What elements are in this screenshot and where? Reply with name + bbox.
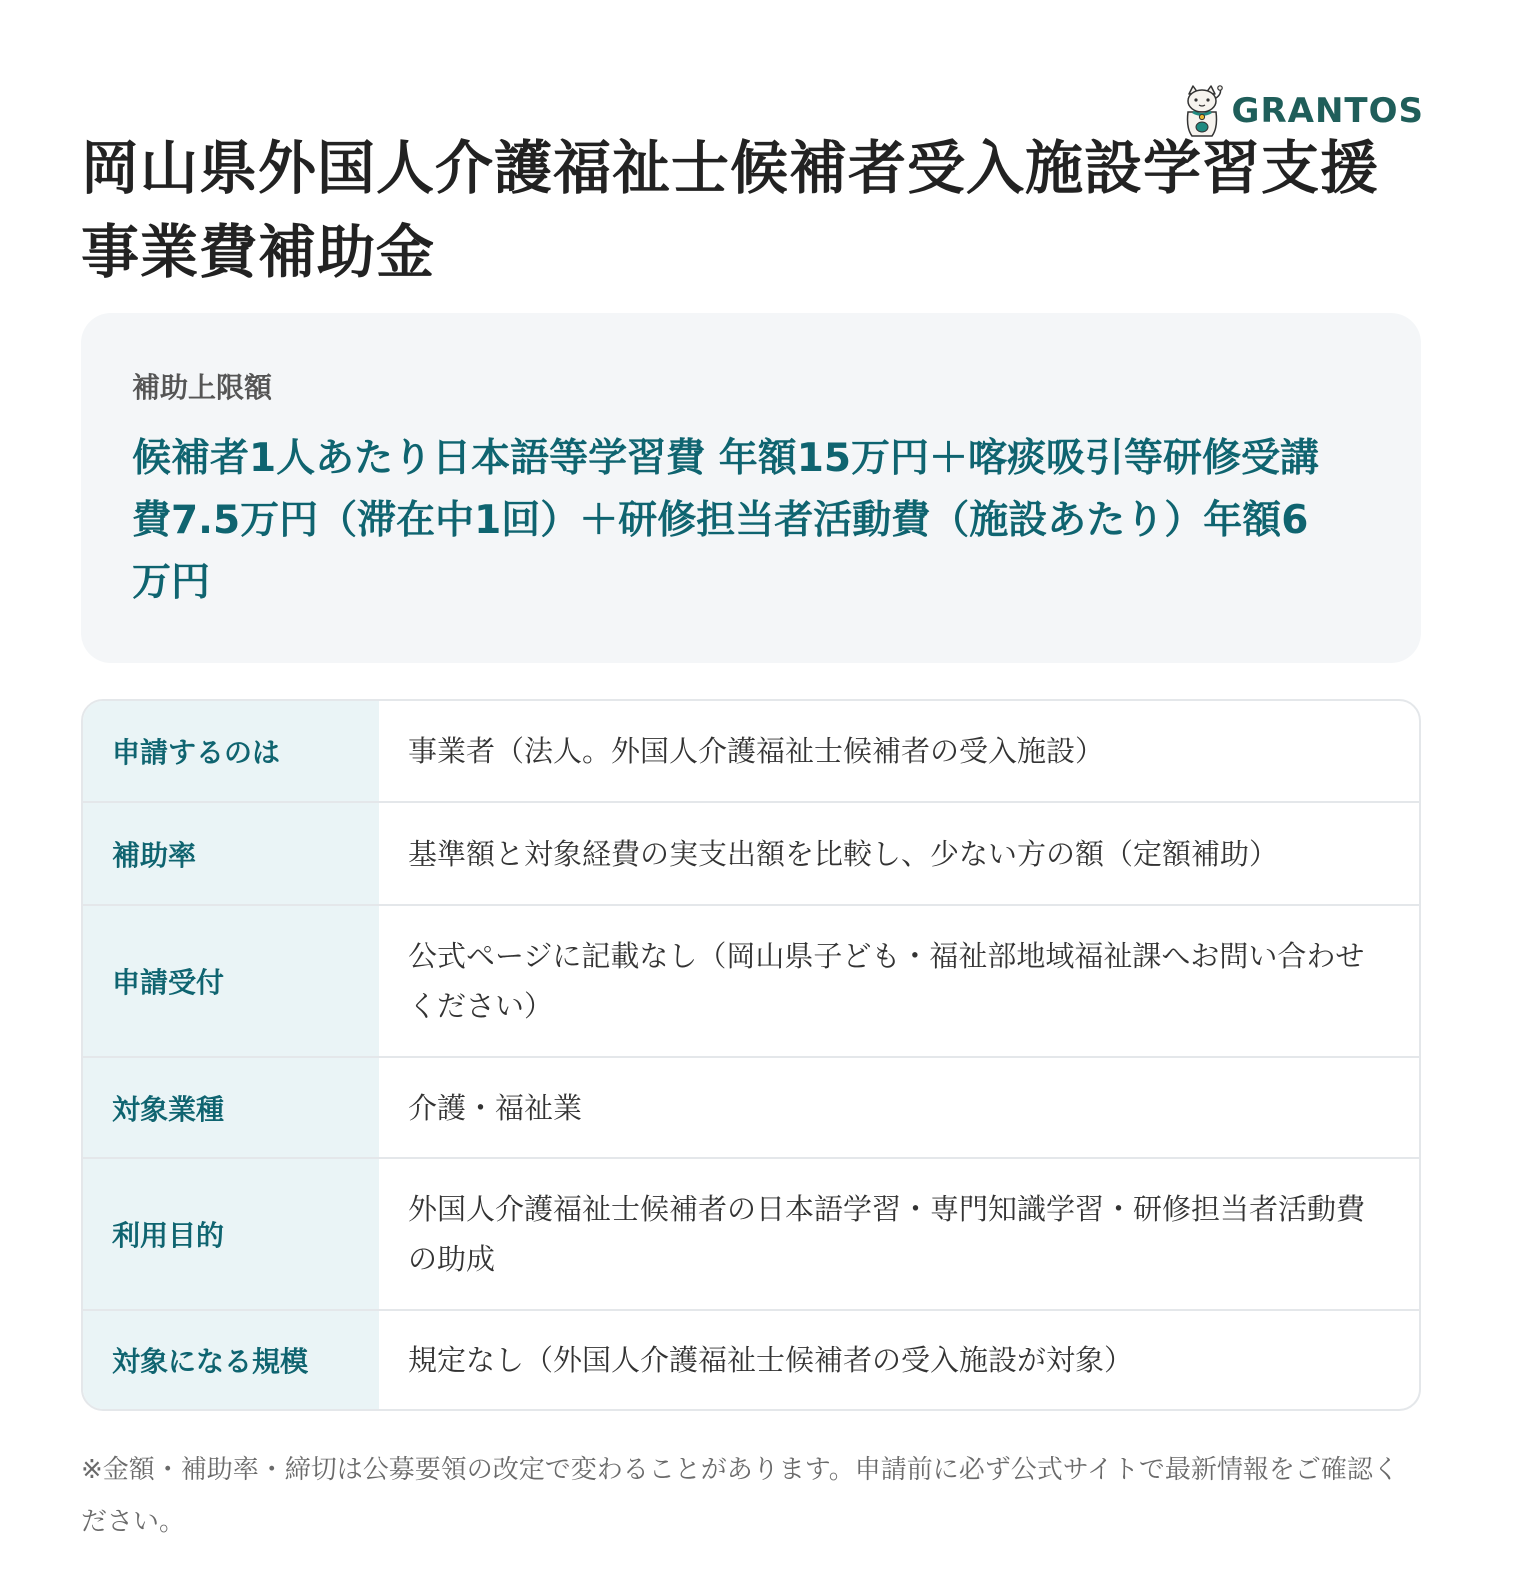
row-value: 外国人介護福祉士候補者の日本語学習・専門知識学習・研修担当者活動費の助成 xyxy=(408,1192,1366,1276)
table-row-application-period xyxy=(83,904,1419,1056)
row-value: 公式ページに記載なし（岡山県子ども・福祉部地域福祉課へお問い合わせください） xyxy=(408,939,1365,1023)
row-value: 規定なし（外国人介護福祉士候補者の受入施設が対象） xyxy=(408,1343,1134,1377)
table-row-applicant xyxy=(83,701,1419,801)
row-value: 介護・福祉業 xyxy=(408,1090,583,1125)
page-title: 岡山県外国人介護福祉士候補者受入施設学習支援事業費補助金 xyxy=(81,134,1380,286)
row-value: 事業者（法人。外国人介護福祉士候補者の受入施設） xyxy=(408,734,1105,768)
table-row-scale xyxy=(83,1309,1419,1409)
brand-name: GRANTOS xyxy=(1231,91,1424,131)
row-label: 申請するのは xyxy=(83,701,379,801)
row-label: 対象業種 xyxy=(83,1058,379,1157)
table-row-subsidy-rate xyxy=(83,801,1419,904)
table-row-industry xyxy=(83,1056,1419,1157)
table-row-purpose xyxy=(83,1157,1419,1309)
row-value: 基準額と対象経費の実支出額を比較し、少ない方の額（定額補助） xyxy=(408,836,1279,871)
disclaimer-note: ※金額・補助率・締切は公募要領の改定で変わることがあります。申請前に必ず公式サイトで最新情報をご確認ください。 xyxy=(81,1455,1399,1537)
subsidy-info-table xyxy=(81,699,1421,1411)
subsidy-limit-label: 補助上限額 xyxy=(132,371,273,404)
subsidy-limit-value: 候補者1人あたり日本語等学習費 年額15万円＋喀痰吸引等研修受講費7.5万円（滞在中1回）＋研修担当者活動費（施設あたり）年額6万円 xyxy=(132,436,1319,605)
subsidy-limit-box xyxy=(81,313,1421,663)
row-label: 利用目的 xyxy=(83,1159,379,1309)
row-label: 対象になる規模 xyxy=(83,1311,379,1409)
row-label: 申請受付 xyxy=(83,906,379,1056)
row-label: 補助率 xyxy=(83,803,379,904)
